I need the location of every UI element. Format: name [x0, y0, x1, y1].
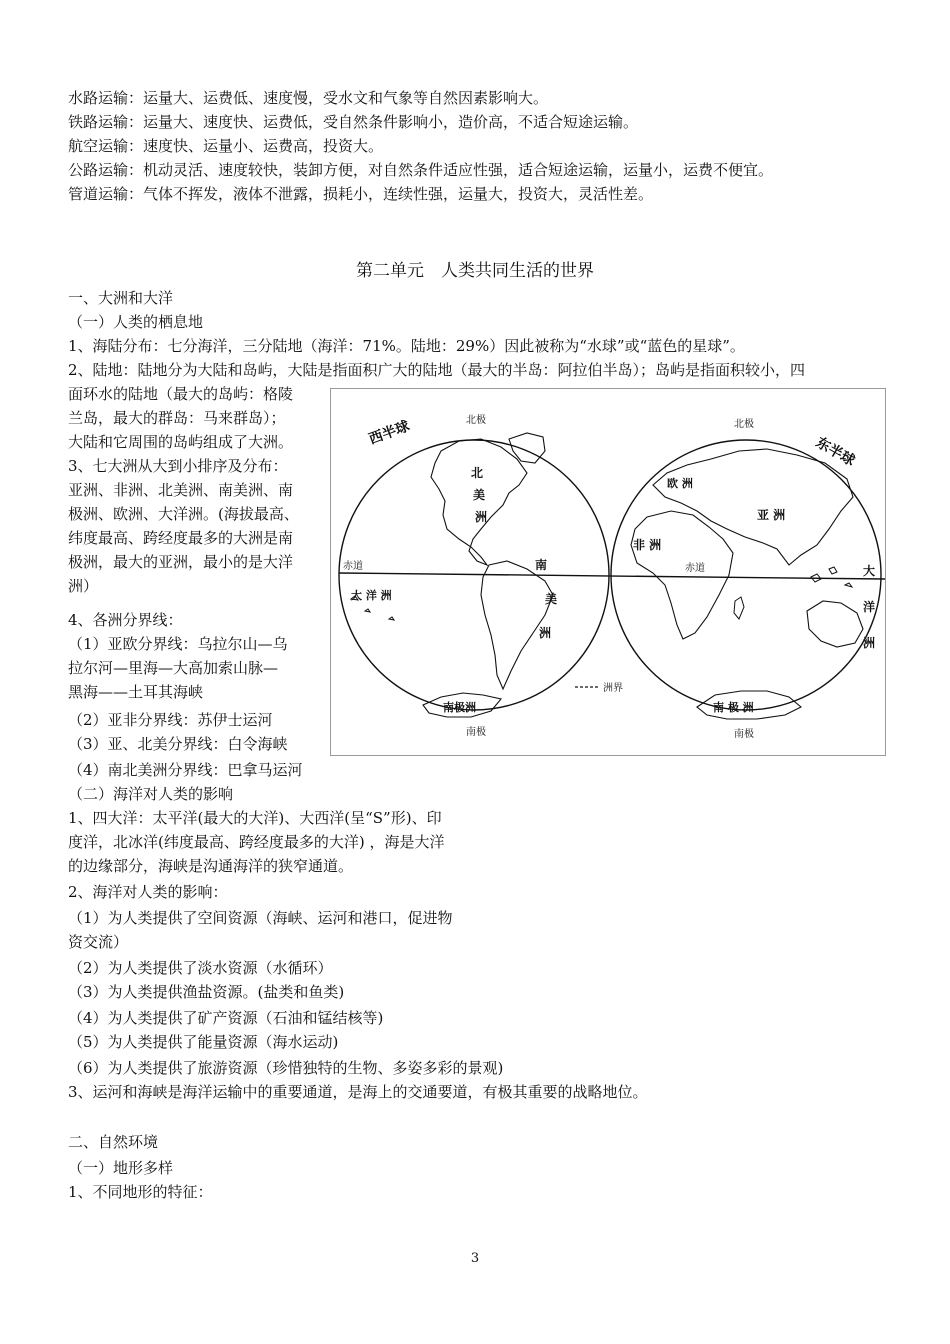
- madagascar-shape: [734, 597, 744, 619]
- north-america-label: 洲: [475, 510, 488, 524]
- south-america-shape: [481, 561, 553, 689]
- paragraph: 2、海洋对人类的影响：: [68, 883, 228, 901]
- equator-east-label: 赤道: [685, 563, 705, 574]
- paragraph: （5）为人类提供了能量资源（海水运动): [68, 1033, 339, 1051]
- europe-asia-shape: [653, 449, 853, 565]
- paragraph: 洲）: [68, 577, 99, 595]
- oceania-east-label: 大: [863, 564, 876, 578]
- paragraph: （1）亚欧分界线：乌拉尔山—乌: [68, 635, 288, 653]
- africa-shape: [631, 511, 733, 639]
- paragraph: （4）为人类提供了矿产资源（石油和锰结核等): [68, 1009, 384, 1027]
- transport-pipeline: 管道运输：气体不挥发，液体不泄露，损耗小，连续性强，运量大，投资大，灵活性差。: [68, 185, 654, 203]
- east-hemisphere-title: 东半球: [813, 434, 858, 470]
- antarctica-west-label: 南极洲: [443, 701, 476, 714]
- hemispheres-map: [331, 389, 885, 755]
- south-pole-east-label: 南极: [734, 729, 754, 740]
- north-america-label: 北: [471, 466, 484, 480]
- paragraph: 极洲、欧洲、大洋洲。(海拔最高、: [68, 505, 299, 523]
- oceania-west-label: 大 洋 洲: [351, 589, 392, 602]
- australia-shape: [807, 601, 863, 647]
- paragraph: （2）亚非分界线：苏伊士运河: [68, 711, 273, 729]
- section-heading: 二、自然环境: [68, 1133, 159, 1151]
- paragraph: （6）为人类提供了旅游资源（珍惜独特的生物、多姿多彩的景观): [68, 1059, 504, 1077]
- paragraph: （3）亚、北美分界线：白令海峡: [68, 735, 288, 753]
- subsection-heading: （一）人类的栖息地: [68, 313, 204, 331]
- paragraph: 度洋，北冰洋(纬度最高、跨经度最多的大洋) ，海是大洋: [68, 833, 445, 851]
- paragraph: （3）为人类提供渔盐资源。(盐类和鱼类): [68, 983, 345, 1001]
- boundary-legend-label: 洲界: [603, 683, 623, 694]
- paragraph: 资交流）: [68, 933, 129, 951]
- page-number: 3: [470, 1251, 480, 1266]
- paragraph: （4）南北美洲分界线：巴拿马运河: [68, 761, 303, 779]
- south-america-label: 南: [535, 558, 548, 572]
- equator-west-label: 赤道: [343, 561, 363, 572]
- paragraph: 亚洲、非洲、北美洲、南美洲、南: [68, 481, 294, 499]
- paragraph: 4、各洲分界线：: [68, 611, 183, 629]
- paragraph: 面环水的陆地（最大的岛屿：格陵: [68, 385, 294, 403]
- paragraph: 极洲，最大的亚洲，最小的是大洋: [68, 553, 294, 571]
- antarctica-east-label: 南 极 洲: [713, 701, 754, 714]
- paragraph: 3、七大洲从大到小排序及分布：: [68, 457, 288, 475]
- islands-east: [811, 567, 852, 587]
- oceania-east-label: 洲: [863, 636, 876, 650]
- north-america-shape: [431, 439, 527, 565]
- eastern-hemisphere-outline: [611, 440, 881, 710]
- south-america-label: 美: [545, 592, 558, 606]
- transport-road: 公路运输：机动灵活、速度较快，装卸方便，对自然条件适应性强，适合短途运输，运量小，运费不便宜。: [68, 161, 774, 179]
- paragraph: 兰岛，最大的群岛：马来群岛）；: [68, 409, 286, 427]
- paragraph: 拉尔河—里海—大高加索山脉—: [68, 659, 279, 677]
- paragraph: 1、不同地形的特征：: [68, 1183, 213, 1201]
- paragraph: 纬度最高、跨经度最多的大洲是南: [68, 529, 294, 547]
- subsection-heading: （一）地形多样: [68, 1159, 174, 1177]
- greenland-shape: [509, 433, 545, 463]
- paragraph: （2）为人类提供了淡水资源（水循环）: [68, 959, 333, 977]
- asia-label: 亚 洲: [757, 508, 786, 522]
- world-map-figure: [330, 388, 886, 756]
- south-america-label: 洲: [539, 626, 552, 640]
- transport-rail: 铁路运输：运量大、速度快、运费低，受自然条件影响小，造价高，不适合短途运输。: [68, 113, 639, 131]
- paragraph: （1）为人类提供了空间资源（海峡、运河和港口，促进物: [68, 909, 453, 927]
- paragraph: 3、运河和海峡是海洋运输中的重要通道，是海上的交通要道，有极其重要的战略地位。: [68, 1083, 648, 1101]
- europe-label: 欧 洲: [667, 477, 693, 490]
- west-hemisphere-title: 西半球: [366, 418, 412, 448]
- transport-air: 航空运输：速度快、运量小、运费高，投资大。: [68, 137, 384, 155]
- north-pole-east-label: 北极: [734, 419, 754, 430]
- paragraph: 黑海——土耳其海峡: [68, 683, 204, 701]
- paragraph: 2、陆地：陆地分为大陆和岛屿，大陆是指面积广大的陆地（最大的半岛：阿拉伯半岛）；岛屿是指面积较小，四: [68, 361, 806, 379]
- paragraph: 1、海陆分布：七分海洋，三分陆地（海洋：71%。陆地：29%）因此被称为“水球”或“蓝色的星球”。: [68, 337, 745, 355]
- subsection-heading: （二）海洋对人类的影响: [68, 785, 234, 803]
- unit-title: 第二单元 人类共同生活的世界: [356, 261, 594, 281]
- transport-water: 水路运输：运量大、运费低、速度慢，受水文和气象等自然因素影响大。: [68, 89, 549, 107]
- equator-line: [339, 573, 885, 579]
- oceania-east-label: 洋: [863, 600, 876, 614]
- paragraph: 的边缘部分，海峡是沟通海洋的狭窄通道。: [68, 857, 354, 875]
- north-pole-west-label: 北极: [466, 415, 486, 426]
- section-heading: 一、大洲和大洋: [68, 289, 174, 307]
- paragraph: 大陆和它周围的岛屿组成了大洲。: [68, 433, 294, 451]
- south-pole-west-label: 南极: [466, 727, 486, 738]
- paragraph: 1、四大洋：太平洋(最大的大洋)、大西洋(呈“S”形)、印: [68, 809, 442, 827]
- africa-label: 非 洲: [633, 538, 662, 552]
- north-america-label: 美: [473, 488, 486, 502]
